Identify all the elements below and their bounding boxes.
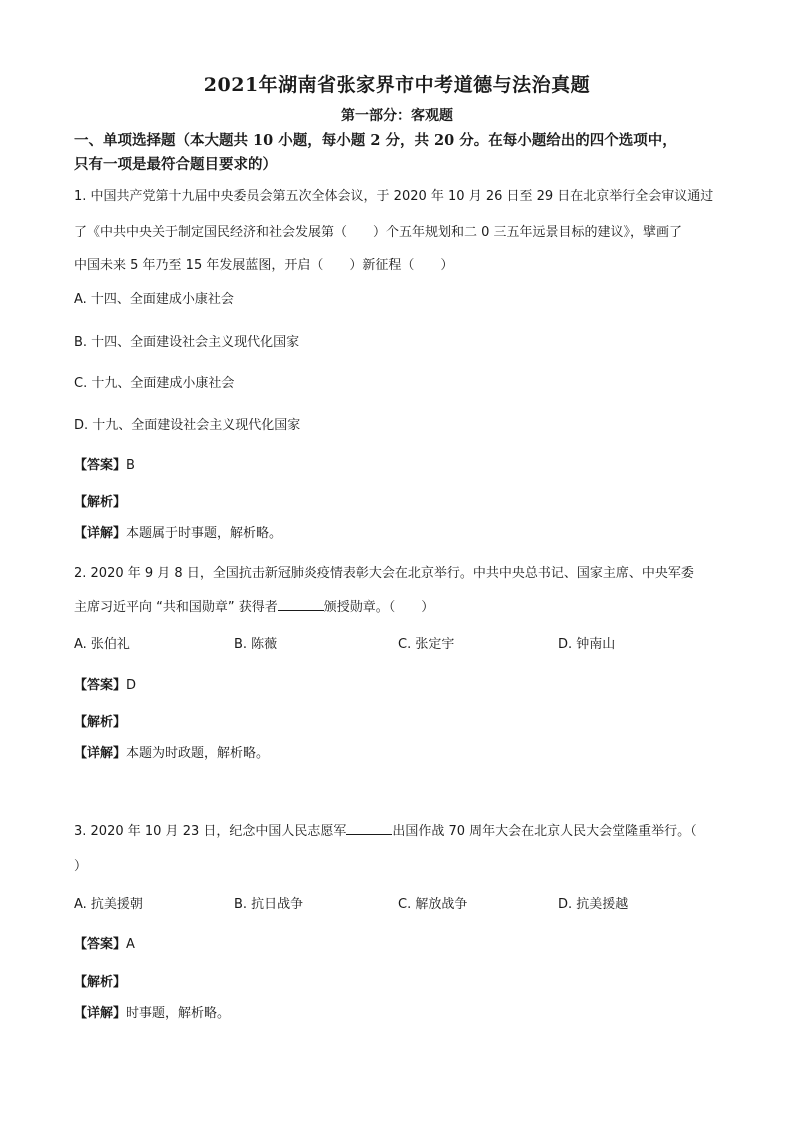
q1-text-line-3: 中国未来 5 年乃至 15 年发展蓝图，开启（ ）新征程（ ） <box>74 258 454 273</box>
section-heading-line-1: 一、单项选择题（本大题共 10 小题，每小题 2 分，共 20 分。在每小题给出的四个选项中， <box>74 132 677 149</box>
q2-answer <box>74 677 136 695</box>
q3-fill-blank <box>346 822 392 835</box>
q2-option-b: B. 陈薇 <box>234 637 278 652</box>
q1-analysis-tag: 【解析】 <box>74 495 127 510</box>
q2-fill-blank <box>278 598 324 611</box>
q2-option-d: D. 钟南山 <box>558 637 616 652</box>
q3-text-line-2: ） <box>74 859 88 874</box>
q3-option-c: C. 解放战争 <box>398 897 468 912</box>
q3-option-b: B. 抗日战争 <box>234 897 304 912</box>
q3-answer-value: A <box>126 937 135 952</box>
q1-detail-tag: 【详解】 <box>74 526 127 541</box>
q2-text-line-2-start: 主席习近平向 “共和国勋章” 获得者 <box>74 600 278 615</box>
q3-analysis-tag: 【解析】 <box>74 975 127 990</box>
q3-text-line-1 <box>74 822 697 841</box>
part-subtitle: 第一部分：客观题 <box>341 108 453 124</box>
q2-text-line-2-end: 颁授勋章。（ ） <box>323 600 435 615</box>
q2-answer-value: D <box>126 678 137 693</box>
q1-answer-tag: 【答案】 <box>74 458 127 473</box>
q3-detail-text: 时事题，解析略。 <box>126 1006 231 1021</box>
q2-answer-tag: 【答案】 <box>74 678 127 693</box>
q1-detail-text: 本题属于时事题，解析略。 <box>126 526 283 541</box>
q2-option-c: C. 张定宇 <box>398 637 455 652</box>
q3-text-line-1-start: 3. 2020 年 10 月 23 日，纪念中国人民志愿军 <box>74 824 347 839</box>
q2-detail-tag: 【详解】 <box>74 746 127 761</box>
q2-text-line-1: 2. 2020 年 9 月 8 日，全国抗击新冠肺炎疫情表彰大会在北京举行。中共中央总书记、国家主席、中央军委 <box>74 566 694 581</box>
section-heading-line-2: 只有一项是最符合题目要求的） <box>74 156 277 173</box>
q2-analysis-tag: 【解析】 <box>74 715 127 730</box>
q2-detail-text: 本题为时政题，解析略。 <box>126 746 270 761</box>
q3-detail-tag: 【详解】 <box>74 1006 127 1021</box>
q1-answer-value: B <box>126 458 135 473</box>
q3-answer-tag: 【答案】 <box>74 937 127 952</box>
page-title: 2021年湖南省张家界市中考道德与法治真题 <box>203 74 591 96</box>
section-heading <box>74 129 734 177</box>
q1-option-b: B. 十四、全面建设社会主义现代化国家 <box>74 335 300 350</box>
q1-answer <box>74 457 135 475</box>
q1-option-a: A. 十四、全面建成小康社会 <box>74 292 234 307</box>
q2-option-a: A. 张伯礼 <box>74 637 130 652</box>
q2-detail <box>74 745 269 763</box>
q1-option-c: C. 十九、全面建成小康社会 <box>74 376 235 391</box>
q1-option-d: D. 十九、全面建设社会主义现代化国家 <box>74 418 301 433</box>
q1-text-line-1: 1. 中国共产党第十九届中央委员会第五次全体会议，于 2020 年 10 月 26 日至 29 日在北京举行全会审议通过 <box>74 189 714 204</box>
q3-detail <box>74 1005 230 1023</box>
q3-option-d: D. 抗美援越 <box>558 897 629 912</box>
q3-option-a: A. 抗美援朝 <box>74 897 143 912</box>
q2-text-line-2 <box>74 598 434 617</box>
q3-text-line-1-end: 出国作战 70 周年大会在北京人民大会堂隆重举行。（ <box>392 824 697 839</box>
q1-detail <box>74 525 282 543</box>
q1-text-line-2: 了《中共中央关于制定国民经济和社会发展第（ ）个五年规划和二 0 三五年远景目标的建议》，擘画了 <box>74 225 683 240</box>
q3-answer <box>74 936 135 954</box>
